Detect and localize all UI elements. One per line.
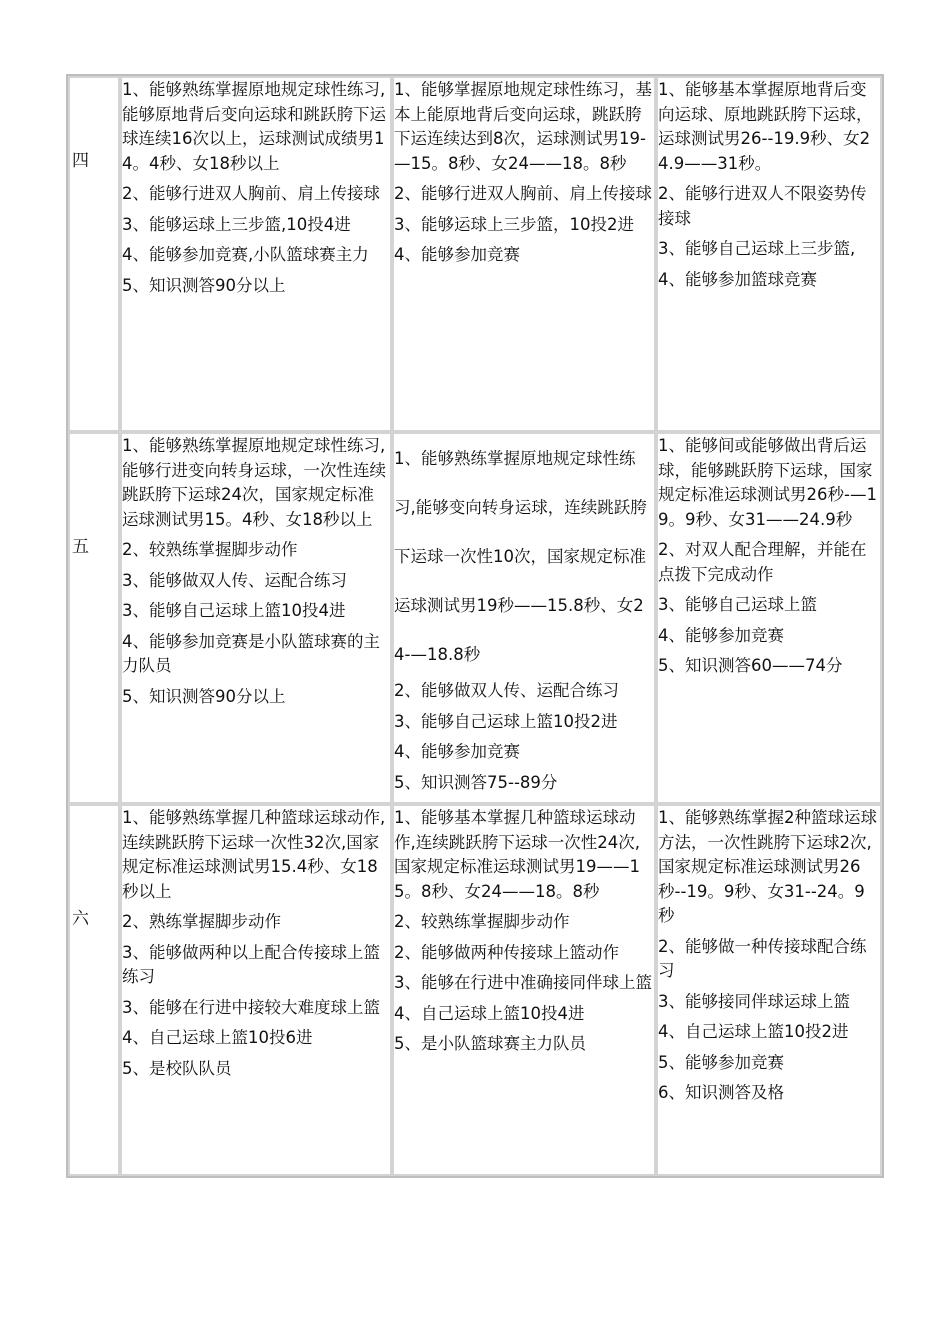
criteria-item: 4、能够参加竞赛 [658,625,784,645]
criteria-item: 5、是校队队员 [122,1058,232,1078]
criteria-item: 2、对双人配合理解，并能在点拨下完成动作 [658,540,867,584]
criteria-item: 2、能够行进双人胸前、肩上传接球 [394,184,652,203]
criteria-item: 4、自己运球上篮10投4进 [394,1003,585,1023]
grade-label: 四 [72,151,89,171]
table-row-grade-4 [68,76,882,432]
criteria-item: 1、能够基本掌握原地背后变向运球、原地跳跃胯下运球，运球测试男26--19.9秒、女24.9——31秒。 [658,80,873,173]
criteria-item: 1、能够熟练掌握原地规定球性练习,能够原地背后变向运球和跳跃胯下运球连续16次以上，运球测试成绩男14。4秒、女18秒以上 [122,80,386,173]
criteria-item: 3、能够自己运球上三步篮, [658,239,856,258]
criteria-item: 4、能够参加竞赛是小队篮球赛的主力队员 [122,631,380,675]
table-row-grade-6 [68,804,882,1176]
criteria-item: 2、能够行进双人胸前、肩上传接球 [122,184,380,203]
criteria-item: 5、知识测答90分以上 [122,275,286,295]
criteria-item: 3、能够运球上三步篮，10投2进 [394,214,634,234]
criteria-item: 5、是小队篮球赛主力队员 [394,1034,586,1053]
criteria-item: 5、知识测答60——74分 [658,656,843,675]
criteria-item: 1、能够熟练掌握几种篮球运球动作,连续跳跃胯下运球一次性32次,国家规定标准运球测试男15.4秒、女18秒以上 [122,808,386,901]
criteria-item: 2、能够做双人传、运配合练习 [394,681,619,700]
table-row-grade-5 [68,432,882,804]
criteria-item: 4、自己运球上篮10投6进 [122,1028,313,1047]
grade-cell [68,76,120,432]
grade-cell [68,432,120,804]
criteria-item: 1、能够基本掌握几种篮球运球动作,连续跳跃胯下运球一次性24次,国家规定标准运球测试男19——15。8秒、女24——18。8秒 [394,808,640,901]
criteria-item: 5、能够参加竞赛 [658,1052,784,1072]
pass-criteria-cell [656,804,882,1176]
criteria-item: 2、能够行进双人不限姿势传接球 [658,184,867,228]
criteria-item: 4、能够参加竞赛 [394,742,520,761]
excellent-criteria-cell [120,432,392,804]
pass-criteria-cell [656,76,882,432]
grade-cell [68,804,120,1176]
criteria-item: 4、能够参加竞赛,小队篮球赛主力 [122,245,369,264]
criteria-item: 3、能够在行进中准确接同伴球上篮 [394,973,652,992]
criteria-item: 5、知识测答75--89分 [394,772,558,792]
good-criteria-cell [392,804,656,1176]
criteria-item: 3、能够做两种以上配合传接球上篮练习 [122,942,380,986]
criteria-item: 3、能够运球上三步篮,10投4进 [122,214,351,234]
criteria-item: 3、能够自己运球上篮10投4进 [122,601,346,620]
criteria-item: 4、能够参加竞赛 [394,245,520,264]
grade-label: 六 [72,909,89,929]
excellent-criteria-cell [120,804,392,1176]
criteria-item: 3、能够自己运球上篮 [658,595,817,614]
criteria-item: 2、较熟练掌握脚步动作 [122,540,298,559]
criteria-item: 3、能够自己运球上篮10投2进 [394,711,618,731]
criteria-item: 1、能够间或能够做出背后运球，能够跳跃胯下运球，国家规定标准运球测试男26秒-—19。9秒、女31——24.9秒 [658,436,877,529]
criteria-item: 2、能够做一种传接球配合练习 [658,936,867,980]
excellent-criteria-cell [120,76,392,432]
pass-criteria-cell [656,432,882,804]
criteria-item: 3、能够在行进中接较大难度球上篮 [122,997,380,1017]
criteria-item: 1、能够熟练掌握2种篮球运球方法，一次性跳胯下运球2次,国家规定标准运球测试男26秒--19。9秒、女31--24。9秒 [658,808,877,925]
criteria-item: 1、能够熟练掌握原地规定球性练习,能够行进变向转身运球，一次性连续跳跃胯下运球24次，国家规定标准运球测试男15。4秒、女18秒以上 [122,436,386,529]
criteria-item: 3、能够做双人传、运配合练习 [122,570,347,590]
standards-table [66,74,884,1178]
criteria-item: 1、能够掌握原地规定球性练习，基本上能原地背后变向运球，跳跃胯下运连续达到8次，运球测试男19-—15。8秒、女24——18。8秒 [394,80,652,173]
criteria-item: 5、知识测答90分以上 [122,686,286,706]
criteria-item: 4、能够参加篮球竞赛 [658,269,817,289]
good-criteria-cell [392,432,656,804]
criteria-item: 2、较熟练掌握脚步动作 [394,912,570,931]
criteria-item: 2、熟练掌握脚步动作 [122,912,281,931]
grade-label: 五 [72,537,89,557]
criteria-item: 4、自己运球上篮10投2进 [658,1022,849,1041]
good-criteria-cell [392,76,656,432]
criteria-item: 3、能够接同伴球运球上篮 [658,991,850,1011]
criteria-item: 2、能够做两种传接球上篮动作 [394,942,619,962]
criteria-item: 6、知识测答及格 [658,1083,784,1102]
criteria-item: 1、能够熟练掌握原地规定球性练习,能够变向转身运球，连续跳跃胯下运球一次性10次，国家规定标准运球测试男19秒——15.8秒、女24-—18.8秒 [394,449,647,664]
